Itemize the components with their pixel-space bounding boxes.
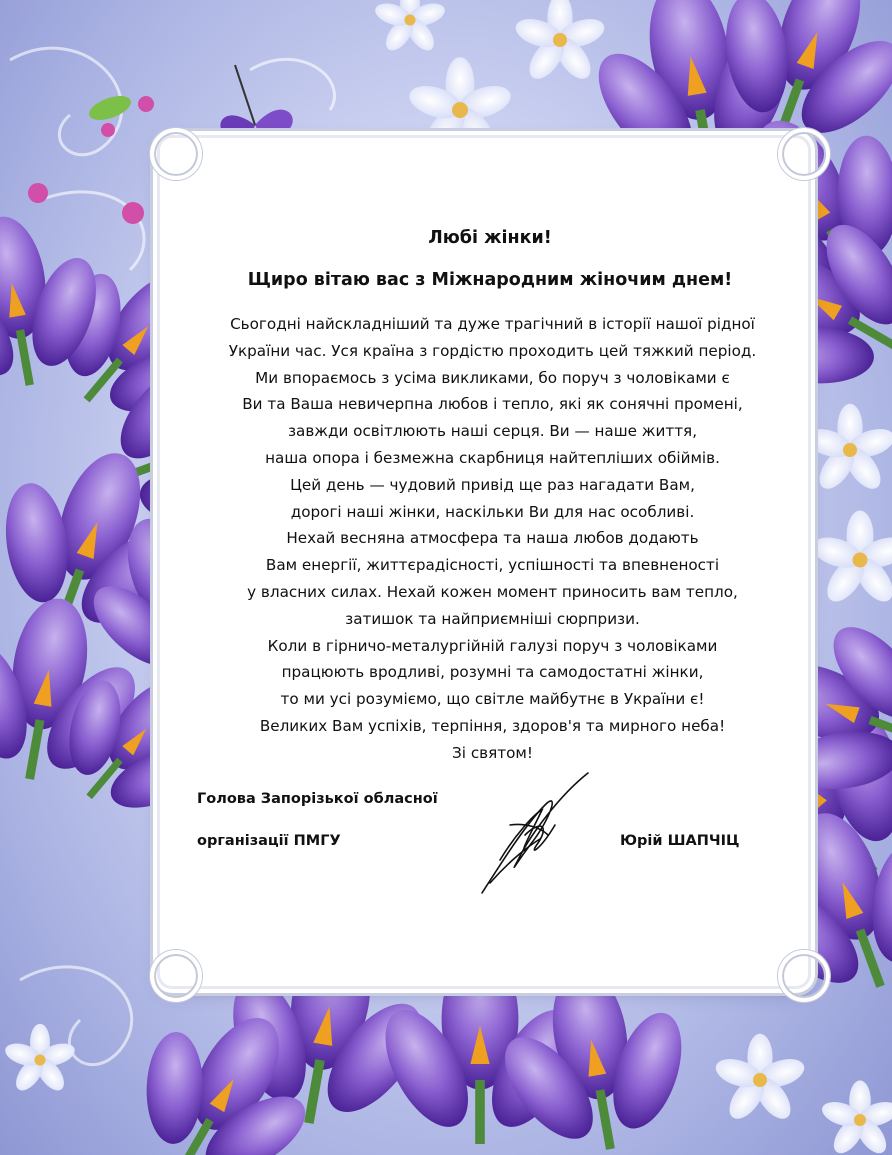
body-line: Сьогодні найскладніший та дуже трагічний в історії нашої рідної (230, 315, 755, 333)
body-line: Великих Вам успіхів, терпіння, здоров'я та мирного неба! (259, 716, 726, 735)
body-line: Цей день — чудовий привід ще раз нагадати Вам, (290, 475, 695, 494)
butterfly-icon (220, 65, 292, 140)
body-line: Ви та Ваша невичерпна любов і тепло, які як сонячні промені, (242, 395, 743, 414)
body-line: завжди освітлюють наші серця. Ви — наше життя, (287, 422, 698, 441)
body-line: Ми впораємось з усіма викликами, бо поруч з чоловіками є (255, 368, 730, 387)
body-line: Зі святом! (452, 743, 533, 762)
body-line: працюють вродливі, розумні та самодостатні жінки, (281, 663, 704, 682)
body-line: дорогі наші жінки, наскільки Ви для нас особливі. (290, 502, 695, 521)
body-line: у власних силах. Нехай кожен момент приносить вам тепло, (247, 582, 738, 601)
body-line: затишок та найприємніші сюрпризи. (345, 609, 640, 628)
greeting-subtitle: Щиро вітаю вас з Міжнародним жіночим днем! (247, 270, 733, 290)
body-line: Вам енергії, життєрадісності, успішності та впевненості (265, 556, 720, 575)
signatory-position-line2: організації ПМГУ (197, 833, 341, 849)
frame-ornament (778, 128, 830, 180)
body-line: то ми усі розуміємо, що світле майбутнє в України є! (280, 690, 705, 709)
body-line: Нехай весняна атмосфера та наша любов додають (286, 529, 699, 548)
frame-ornament (778, 950, 830, 1002)
frame-ornament (150, 950, 202, 1002)
signatory-name: Юрій ШАПЧІЦ (620, 833, 740, 849)
body-line: наша опора і безмежна скарбниця найтепліших обіймів. (265, 448, 720, 467)
body-line: України час. Уся країна з гордістю проходить цей тяжкий період. (228, 341, 757, 360)
greeting-title: Любі жінки! (428, 228, 552, 248)
frame-ornament (150, 128, 202, 180)
signatory-position-line1: Голова Запорізької обласної (197, 791, 438, 807)
letter-card (160, 138, 808, 986)
body-line: Коли в гірничо-металургійній галузі поруч з чоловіками (267, 636, 718, 655)
